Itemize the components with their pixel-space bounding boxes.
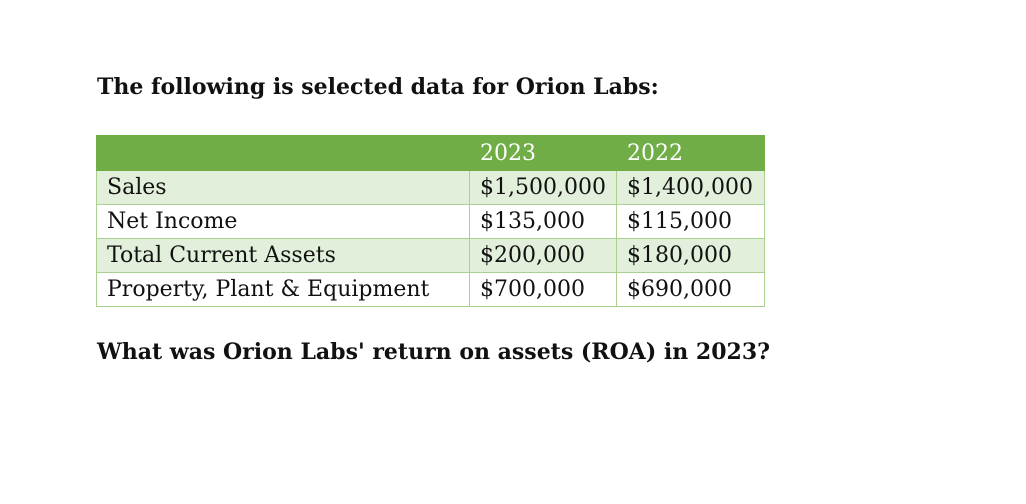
value-2022: $115,000 [617,205,765,239]
table-row-sales [97,171,765,205]
row-label: Total Current Assets [97,239,470,273]
row-label: Net Income [97,205,470,239]
header-year-2023: 2023 [470,136,617,171]
value-2022: $180,000 [617,239,765,273]
intro-text: The following is selected data for Orion Labs: [97,74,659,100]
value-2023: $135,000 [470,205,617,239]
row-label: Property, Plant & Equipment [97,273,470,307]
value-2023: $700,000 [470,273,617,307]
table-row-net-income [97,205,765,239]
value-2022: $690,000 [617,273,765,307]
question-text: What was Orion Labs' return on assets (ROA) in 2023? [97,339,771,365]
header-year-2022: 2022 [617,136,765,171]
header-label-column [97,136,470,171]
table-header-row [97,136,765,171]
table-row-total-current-assets [97,239,765,273]
table-row-ppe [97,273,765,307]
row-label: Sales [97,171,470,205]
value-2023: $1,500,000 [470,171,617,205]
value-2022: $1,400,000 [617,171,765,205]
value-2023: $200,000 [470,239,617,273]
financial-data-table [96,135,765,307]
